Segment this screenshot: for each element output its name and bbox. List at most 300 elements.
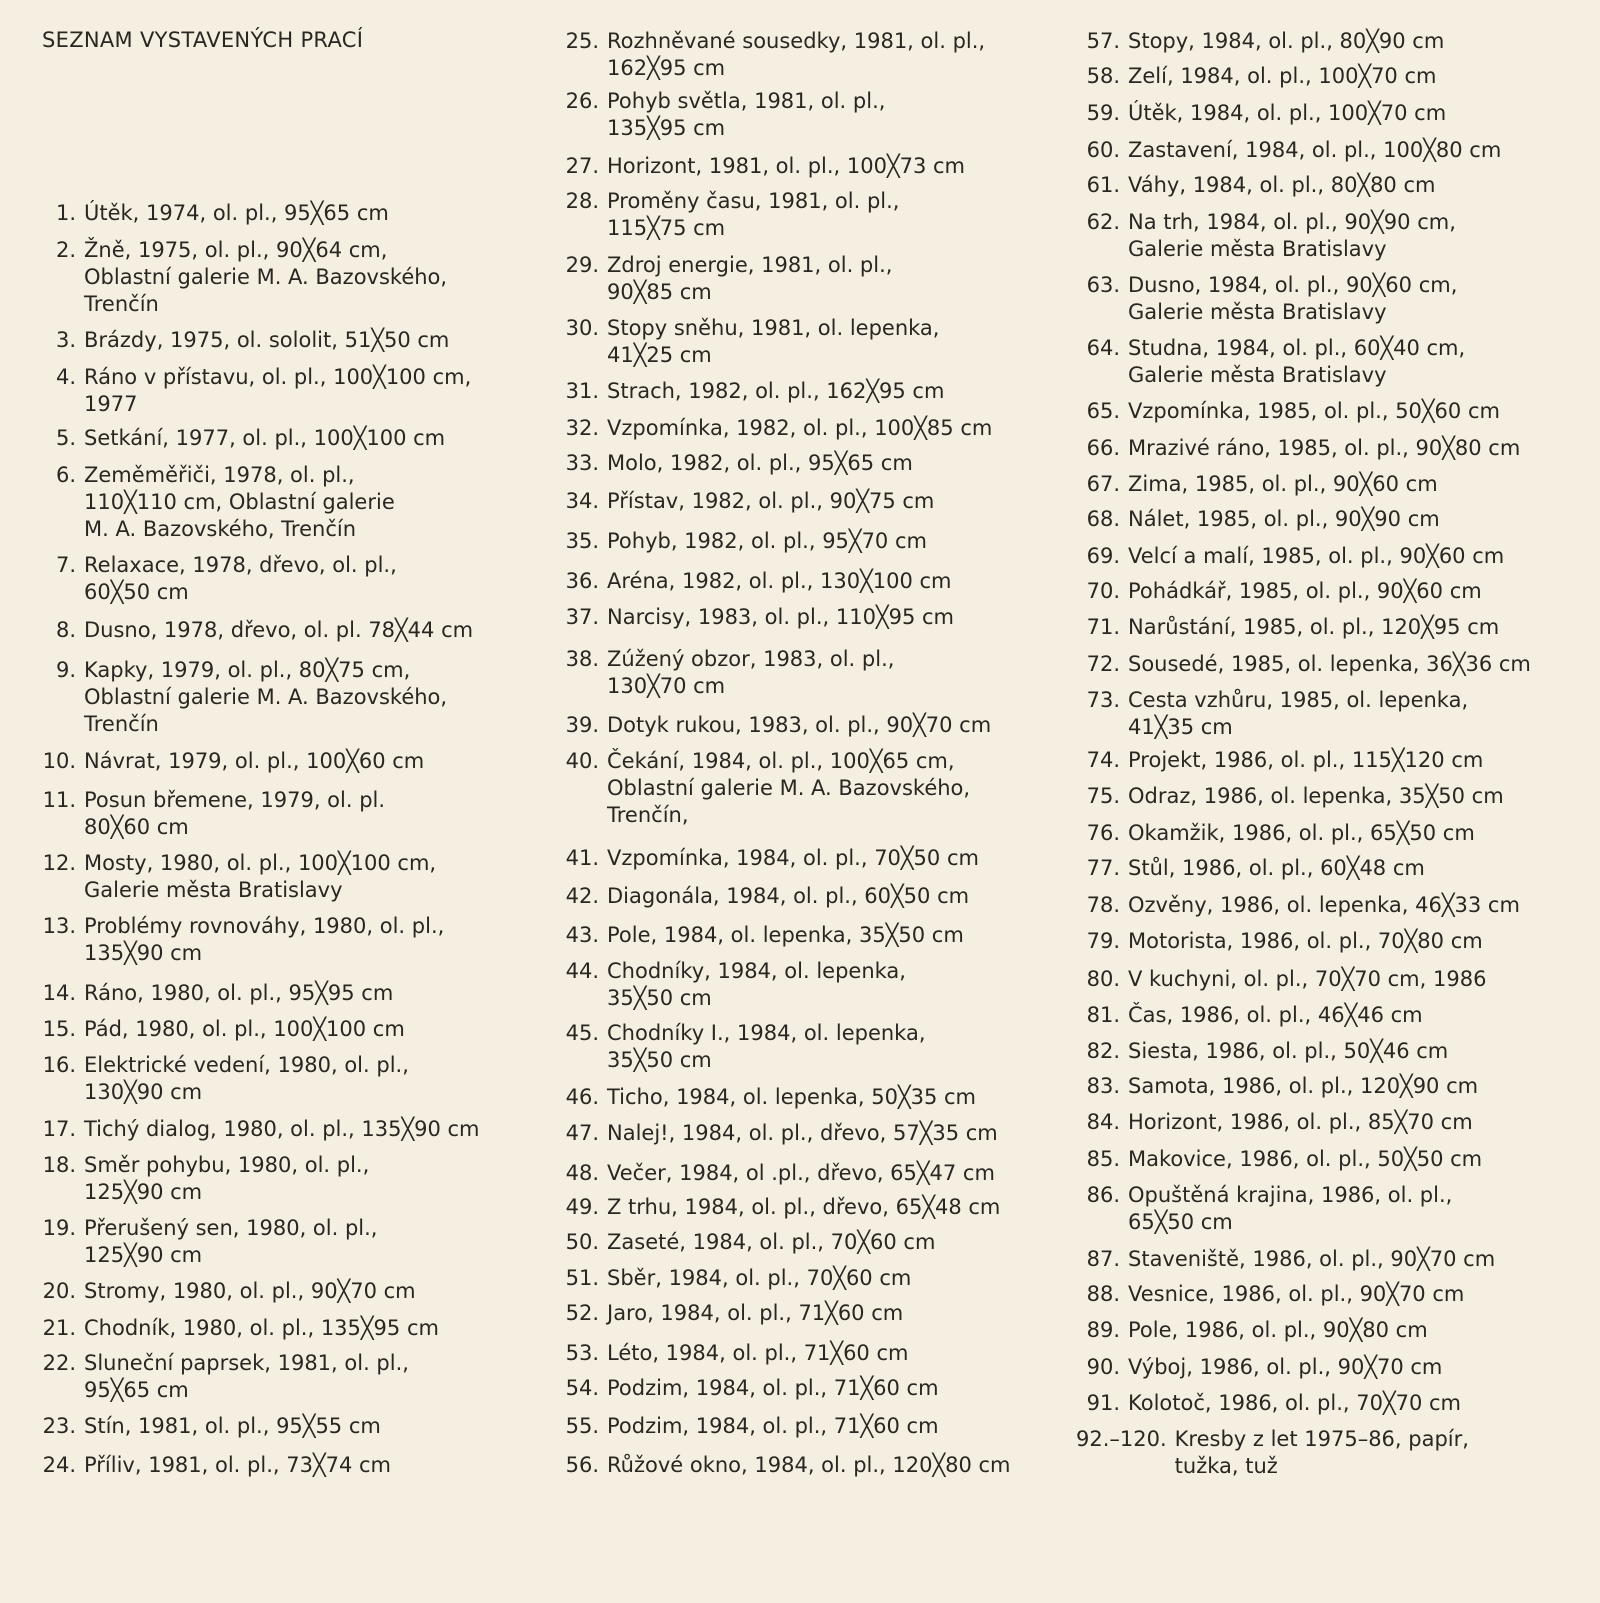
item-line: Vesnice, 1986, ol. pl., 90╳70 cm: [1128, 1282, 1465, 1306]
item-line: Kresby z let 1975–86, papír,: [1174, 1427, 1469, 1451]
item-number: 25.: [565, 29, 599, 53]
item-text: [1120, 1317, 1428, 1344]
item-line: Odraz, 1986, ol. lepenka, 35╳50 cm: [1128, 784, 1504, 808]
list-item: [555, 1084, 976, 1111]
item-text: [1120, 1390, 1461, 1417]
item-line: 125╳90 cm: [84, 1243, 203, 1267]
item-number: 46.: [565, 1085, 599, 1109]
item-line: Nalej!, 1984, ol. pl., dřevo, 57╳35 cm: [607, 1121, 998, 1145]
list-item: [555, 450, 913, 477]
list-item: [555, 315, 939, 369]
item-line: Pohádkář, 1985, ol. pl., 90╳60 cm: [1128, 579, 1482, 603]
list-item: [40, 1152, 369, 1206]
item-number: 43.: [565, 923, 599, 947]
item-number: 47.: [565, 1121, 599, 1145]
list-item: [555, 748, 970, 829]
item-text: [599, 1160, 995, 1187]
list-item: [40, 237, 447, 318]
item-line: Projekt, 1986, ol. pl., 115╳120 cm: [1128, 748, 1484, 772]
list-item: [1076, 747, 1483, 774]
item-line: 162╳95 cm: [607, 56, 726, 80]
item-line: Růžové okno, 1984, ol. pl., 120╳80 cm: [607, 1453, 1011, 1477]
item-line: Stín, 1981, ol. pl., 95╳55 cm: [84, 1414, 381, 1438]
list-item: [40, 462, 395, 543]
item-line: 110╳110 cm, Oblastní galerie: [84, 490, 395, 514]
item-number: 17.: [42, 1117, 76, 1141]
item-text: [76, 552, 397, 606]
list-item: [1076, 1109, 1473, 1136]
item-line: 90╳85 cm: [607, 280, 712, 304]
item-number: 40.: [565, 749, 599, 773]
item-number: 74.: [1086, 748, 1120, 772]
item-text: [599, 1452, 1011, 1479]
item-line: Elektrické vedení, 1980, ol. pl.,: [84, 1053, 409, 1077]
item-number: 18.: [42, 1153, 76, 1177]
item-text: [599, 1229, 935, 1256]
list-item: [40, 327, 449, 354]
item-number: 65.: [1086, 399, 1120, 423]
item-text: [599, 958, 906, 1012]
item-text: [599, 1120, 998, 1147]
item-text: [599, 712, 991, 739]
item-line: 35╳50 cm: [607, 1048, 712, 1072]
item-line: Trenčín,: [607, 803, 689, 827]
list-item: [40, 657, 447, 738]
item-text: [76, 1278, 416, 1305]
item-line: Ozvěny, 1986, ol. lepenka, 46╳33 cm: [1128, 893, 1520, 917]
item-line: Pohyb světla, 1981, ol. pl.,: [607, 89, 886, 113]
item-number: 49.: [565, 1195, 599, 1219]
list-item: [1076, 506, 1440, 533]
list-item: [40, 1350, 409, 1404]
item-text: [1120, 398, 1500, 425]
item-text: [599, 1084, 976, 1111]
item-line: Zúžený obzor, 1983, ol. pl.,: [607, 647, 895, 671]
item-text: [599, 604, 954, 631]
item-line: Pohyb, 1982, ol. pl., 95╳70 cm: [607, 529, 927, 553]
list-item: [1076, 966, 1486, 993]
item-text: [76, 657, 447, 738]
list-item: [1076, 28, 1444, 55]
item-text: [1120, 172, 1435, 199]
item-line: Relaxace, 1978, dřevo, ol. pl.,: [84, 553, 397, 577]
item-number: 1.: [55, 201, 76, 225]
item-line: Studna, 1984, ol. pl., 60╳40 cm,: [1128, 336, 1466, 360]
item-text: [1120, 687, 1468, 741]
list-item: [1076, 892, 1520, 919]
item-line: Ráno v přístavu, ol. pl., 100╳100 cm,: [84, 365, 472, 389]
list-item: [1076, 100, 1446, 127]
item-line: Narcisy, 1983, ol. pl., 110╳95 cm: [607, 605, 954, 629]
item-text: [1120, 783, 1504, 810]
list-item: [555, 188, 899, 242]
item-line: 130╳90 cm: [84, 1080, 203, 1104]
item-text: [1120, 966, 1486, 993]
item-text: [599, 28, 985, 82]
item-line: Motorista, 1986, ol. pl., 70╳80 cm: [1128, 929, 1483, 953]
item-text: [76, 1315, 439, 1342]
item-number: 77.: [1086, 856, 1120, 880]
item-number: 34.: [565, 489, 599, 513]
list-item: [1076, 272, 1457, 326]
item-text: [76, 1152, 369, 1206]
list-item: [40, 425, 445, 452]
item-number: 45.: [565, 1021, 599, 1045]
item-text: [599, 1340, 908, 1367]
item-line: Zima, 1985, ol. pl., 90╳60 cm: [1128, 472, 1438, 496]
item-number: 63.: [1086, 273, 1120, 297]
item-number: 31.: [565, 379, 599, 403]
list-item: [1076, 1146, 1482, 1173]
list-item: [1076, 1038, 1448, 1065]
item-text: [1120, 506, 1440, 533]
item-number: 71.: [1086, 615, 1120, 639]
item-number: 87.: [1086, 1247, 1120, 1271]
item-text: [76, 1350, 409, 1404]
item-line: Podzim, 1984, ol. pl., 71╳60 cm: [607, 1414, 939, 1438]
item-number: 8.: [55, 618, 76, 642]
item-number: 54.: [565, 1376, 599, 1400]
item-line: Makovice, 1986, ol. pl., 50╳50 cm: [1128, 1147, 1483, 1171]
list-item: [40, 1116, 480, 1143]
item-text: [76, 913, 444, 967]
list-item: [555, 1229, 935, 1256]
item-line: Pole, 1986, ol. pl., 90╳80 cm: [1128, 1318, 1428, 1342]
item-text: [599, 568, 952, 595]
item-text: [599, 378, 944, 405]
item-line: Váhy, 1984, ol. pl., 80╳80 cm: [1128, 173, 1436, 197]
item-number: 69.: [1086, 544, 1120, 568]
item-number: 84.: [1086, 1110, 1120, 1134]
list-item: [1076, 687, 1468, 741]
list-item: [1076, 335, 1465, 389]
item-number: 67.: [1086, 472, 1120, 496]
item-number: 27.: [565, 154, 599, 178]
item-number: 12.: [42, 851, 76, 875]
list-item: [40, 617, 473, 644]
item-text: [76, 200, 389, 227]
item-number: 80.: [1086, 967, 1120, 991]
list-item: [1076, 137, 1501, 164]
item-number: 11.: [42, 788, 76, 812]
item-text: [1120, 100, 1446, 127]
item-text: [599, 488, 934, 515]
item-text: [1120, 209, 1456, 263]
item-text: [76, 787, 385, 841]
item-number: 26.: [565, 89, 599, 113]
item-line: Narůstání, 1985, ol. pl., 120╳95 cm: [1128, 615, 1500, 639]
list-item: [555, 1194, 1000, 1221]
item-text: [1120, 1281, 1464, 1308]
list-item: [1076, 1073, 1478, 1100]
item-number: 72.: [1086, 652, 1120, 676]
item-number: 92.–120.: [1076, 1427, 1167, 1451]
item-number: 91.: [1086, 1391, 1120, 1415]
item-text: [1120, 335, 1465, 389]
list-item: [40, 1215, 377, 1269]
list-item: [1076, 1002, 1423, 1029]
item-text: [76, 1052, 409, 1106]
list-item: [555, 845, 979, 872]
item-text: [599, 1194, 1000, 1221]
item-text: [1120, 63, 1436, 90]
item-line: 1977: [84, 392, 138, 416]
list-item: [40, 1413, 381, 1440]
item-number: 36.: [565, 569, 599, 593]
item-text: [599, 188, 899, 242]
item-text: [599, 922, 964, 949]
item-text: [599, 748, 970, 829]
item-text: [76, 1452, 391, 1479]
item-text: [1120, 614, 1499, 641]
item-number: 78.: [1086, 893, 1120, 917]
item-number: 68.: [1086, 507, 1120, 531]
item-line: 65╳50 cm: [1128, 1210, 1233, 1234]
item-line: Samota, 1986, ol. pl., 120╳90 cm: [1128, 1074, 1479, 1098]
list-item: [1076, 820, 1475, 847]
list-item: [40, 364, 471, 418]
list-item: [555, 528, 927, 555]
list-item: [555, 88, 885, 142]
item-number: 61.: [1086, 173, 1120, 197]
item-number: 89.: [1086, 1318, 1120, 1342]
item-number: 53.: [565, 1341, 599, 1365]
item-line: Jaro, 1984, ol. pl., 71╳60 cm: [607, 1301, 904, 1325]
item-text: [1120, 747, 1483, 774]
item-text: [76, 748, 424, 775]
item-text: [76, 1215, 377, 1269]
item-text: [76, 850, 436, 904]
list-item: [40, 787, 385, 841]
item-text: [1120, 1354, 1442, 1381]
item-text: [599, 450, 913, 477]
list-item: [555, 28, 985, 82]
item-line: M. A. Bazovského, Trenčín: [84, 517, 357, 541]
item-line: Útěk, 1974, ol. pl., 95╳65 cm: [84, 201, 389, 225]
list-item: [555, 1375, 939, 1402]
item-text: [1120, 1002, 1423, 1029]
item-number: 6.: [55, 463, 76, 487]
list-item: [1076, 783, 1504, 810]
item-number: 55.: [565, 1414, 599, 1438]
item-line: Velcí a malí, 1985, ol. pl., 90╳60 cm: [1128, 544, 1505, 568]
item-line: Cesta vzhůru, 1985, ol. lepenka,: [1128, 688, 1469, 712]
list-item: [40, 552, 397, 606]
item-text: [599, 315, 939, 369]
item-number: 44.: [565, 959, 599, 983]
list-item: [555, 1413, 939, 1440]
item-number: 48.: [565, 1161, 599, 1185]
item-line: Chodníky, 1984, ol. lepenka,: [607, 959, 906, 983]
item-text: [1120, 272, 1457, 326]
item-number: 66.: [1086, 436, 1120, 460]
item-line: Zelí, 1984, ol. pl., 100╳70 cm: [1128, 64, 1437, 88]
item-number: 32.: [565, 416, 599, 440]
item-line: Proměny času, 1981, ol. pl.,: [607, 189, 900, 213]
item-line: Přístav, 1982, ol. pl., 90╳75 cm: [607, 489, 935, 513]
page-title: SEZNAM VYSTAVENÝCH PRACÍ: [42, 28, 364, 52]
item-number: 70.: [1086, 579, 1120, 603]
list-item: [40, 850, 436, 904]
item-text: [76, 617, 473, 644]
list-item: [1076, 651, 1531, 678]
item-number: 39.: [565, 713, 599, 737]
list-item: [40, 1016, 405, 1043]
item-number: 51.: [565, 1266, 599, 1290]
item-text: [1120, 1246, 1495, 1273]
item-line: Ráno, 1980, ol. pl., 95╳95 cm: [84, 981, 394, 1005]
item-text: [76, 327, 449, 354]
item-line: Diagonála, 1984, ol. pl., 60╳50 cm: [607, 884, 970, 908]
list-item: [555, 1452, 1011, 1479]
item-number: 14.: [42, 981, 76, 1005]
item-number: 42.: [565, 884, 599, 908]
list-item: [555, 604, 954, 631]
item-number: 57.: [1086, 29, 1120, 53]
item-line: 135╳95 cm: [607, 116, 726, 140]
list-item: [1076, 172, 1435, 199]
item-text: [599, 1265, 911, 1292]
item-text: [599, 646, 894, 700]
item-number: 21.: [42, 1316, 76, 1340]
list-item: [1076, 543, 1504, 570]
item-number: 22.: [42, 1351, 76, 1375]
item-number: 16.: [42, 1053, 76, 1077]
list-item: [1076, 855, 1425, 882]
item-line: Stůl, 1986, ol. pl., 60╳48 cm: [1128, 856, 1425, 880]
list-item: [555, 488, 934, 515]
item-line: Oblastní galerie M. A. Bazovského,: [84, 265, 448, 289]
item-line: Zeměměřiči, 1978, ol. pl.,: [84, 463, 355, 487]
item-text: [599, 883, 969, 910]
item-text: [1120, 1073, 1478, 1100]
item-line: Trenčín: [84, 712, 159, 736]
list-item: [555, 1120, 998, 1147]
list-item: [1076, 63, 1436, 90]
item-line: 41╳25 cm: [607, 343, 712, 367]
item-number: 76.: [1086, 821, 1120, 845]
item-text: [76, 462, 395, 543]
item-text: [599, 1300, 903, 1327]
item-number: 13.: [42, 914, 76, 938]
item-line: Zastavení, 1984, ol. pl., 100╳80 cm: [1128, 138, 1502, 162]
item-text: [1167, 1426, 1469, 1480]
item-line: 60╳50 cm: [84, 580, 189, 604]
item-line: Podzim, 1984, ol. pl., 71╳60 cm: [607, 1376, 939, 1400]
item-line: Vzpomínka, 1982, ol. pl., 100╳85 cm: [607, 416, 993, 440]
item-line: Horizont, 1986, ol. pl., 85╳70 cm: [1128, 1110, 1473, 1134]
item-number: 85.: [1086, 1147, 1120, 1171]
list-item: [555, 378, 944, 405]
list-item: [555, 415, 992, 442]
list-item: [555, 958, 906, 1012]
item-line: Čas, 1986, ol. pl., 46╳46 cm: [1128, 1003, 1423, 1027]
list-item: [1076, 928, 1483, 955]
item-text: [1120, 1038, 1448, 1065]
list-item: [40, 200, 389, 227]
item-line: Směr pohybu, 1980, ol. pl.,: [84, 1153, 370, 1177]
item-number: 41.: [565, 846, 599, 870]
list-item: [40, 1052, 409, 1106]
list-item: [555, 922, 964, 949]
item-text: [599, 1375, 939, 1402]
item-line: Dotyk rukou, 1983, ol. pl., 90╳70 cm: [607, 713, 992, 737]
item-line: Brázdy, 1975, ol. sololit, 51╳50 cm: [84, 328, 450, 352]
item-number: 50.: [565, 1230, 599, 1254]
item-line: Siesta, 1986, ol. pl., 50╳46 cm: [1128, 1039, 1449, 1063]
list-item: [1076, 1354, 1442, 1381]
item-number: 3.: [55, 328, 76, 352]
item-line: Dusno, 1984, ol. pl., 90╳60 cm,: [1128, 273, 1458, 297]
item-number: 81.: [1086, 1003, 1120, 1027]
item-number: 73.: [1086, 688, 1120, 712]
item-text: [1120, 28, 1444, 55]
item-number: 62.: [1086, 210, 1120, 234]
item-line: Problémy rovnováhy, 1980, ol. pl.,: [84, 914, 445, 938]
item-text: [1120, 471, 1438, 498]
item-line: Posun břemene, 1979, ol. pl.: [84, 788, 386, 812]
item-line: Oblastní galerie M. A. Bazovského,: [607, 776, 971, 800]
item-number: 4.: [55, 365, 76, 389]
list-item: [1076, 578, 1482, 605]
item-text: [1120, 578, 1482, 605]
item-line: Útěk, 1984, ol. pl., 100╳70 cm: [1128, 101, 1447, 125]
item-line: 80╳60 cm: [84, 815, 189, 839]
item-text: [1120, 1182, 1452, 1236]
item-line: 125╳90 cm: [84, 1180, 203, 1204]
item-line: Horizont, 1981, ol. pl., 100╳73 cm: [607, 154, 966, 178]
item-number: 15.: [42, 1017, 76, 1041]
item-line: Molo, 1982, ol. pl., 95╳65 cm: [607, 451, 913, 475]
item-number: 29.: [565, 253, 599, 277]
item-line: Na trh, 1984, ol. pl., 90╳90 cm,: [1128, 210, 1456, 234]
item-number: 38.: [565, 647, 599, 671]
item-line: 115╳75 cm: [607, 216, 726, 240]
list-item: [1076, 1182, 1452, 1236]
item-number: 28.: [565, 189, 599, 213]
item-line: Galerie města Bratislavy: [1128, 363, 1387, 387]
item-number: 37.: [565, 605, 599, 629]
item-number: 24.: [42, 1453, 76, 1477]
item-number: 90.: [1086, 1355, 1120, 1379]
item-text: [76, 1413, 381, 1440]
item-line: 41╳35 cm: [1128, 715, 1233, 739]
item-number: 79.: [1086, 929, 1120, 953]
item-line: Dusno, 1978, dřevo, ol. pl. 78╳44 cm: [84, 618, 474, 642]
item-number: 30.: [565, 316, 599, 340]
item-line: 130╳70 cm: [607, 674, 726, 698]
item-line: Večer, 1984, ol .pl., dřevo, 65╳47 cm: [607, 1161, 995, 1185]
item-line: Léto, 1984, ol. pl., 71╳60 cm: [607, 1341, 909, 1365]
item-line: Návrat, 1979, ol. pl., 100╳60 cm: [84, 749, 425, 773]
item-line: Kolotoč, 1986, ol. pl., 70╳70 cm: [1128, 1391, 1462, 1415]
item-text: [1120, 892, 1520, 919]
item-line: Stromy, 1980, ol. pl., 90╳70 cm: [84, 1279, 416, 1303]
list-item: [1076, 398, 1500, 425]
item-line: Kapky, 1979, ol. pl., 80╳75 cm,: [84, 658, 411, 682]
list-item: [555, 1300, 903, 1327]
item-line: Vzpomínka, 1984, ol. pl., 70╳50 cm: [607, 846, 979, 870]
item-number: 23.: [42, 1414, 76, 1438]
list-item: [555, 1020, 926, 1074]
item-text: [76, 364, 471, 418]
list-item: [555, 883, 969, 910]
item-number: 10.: [42, 749, 76, 773]
list-item: [1076, 1281, 1464, 1308]
item-number: 59.: [1086, 101, 1120, 125]
item-line: Stopy, 1984, ol. pl., 80╳90 cm: [1128, 29, 1445, 53]
item-number: 75.: [1086, 784, 1120, 808]
